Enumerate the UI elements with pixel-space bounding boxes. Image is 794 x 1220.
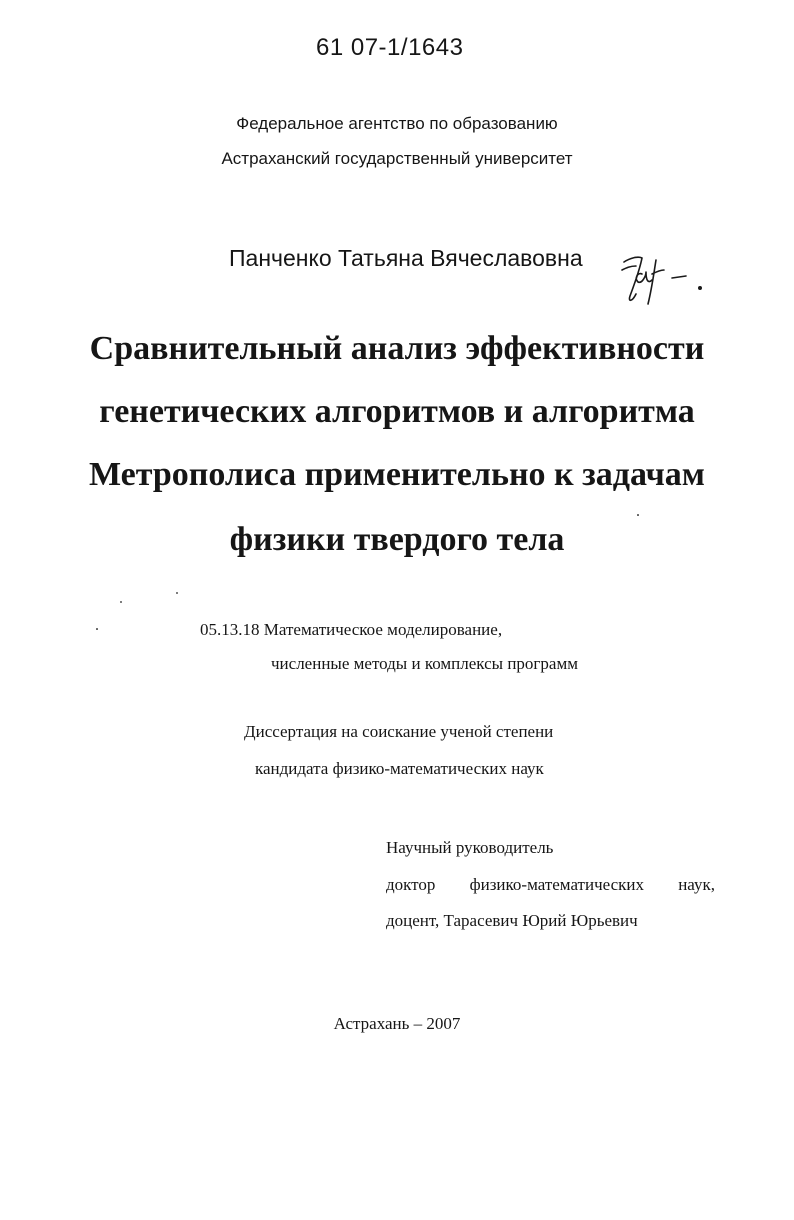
agency-name: Федеральное агентство по образованию <box>236 114 558 133</box>
advisor-name: доцент, Тарасевич Юрий Юрьевич <box>386 911 638 930</box>
degree-line-1: Диссертация на соискание ученой степени <box>244 722 554 741</box>
title-line-4: физики твердого тела <box>229 521 565 558</box>
university-name: Астраханский государственный университет <box>221 149 573 168</box>
title-line-3: Метрополиса применительно к задачам <box>89 456 705 493</box>
advisor-heading: Научный руководитель <box>386 838 554 857</box>
author-name: Панченко Татьяна Вячеславовна <box>229 245 583 271</box>
advisor-degree: доктор физико-математических наук, <box>386 875 715 894</box>
scan-speck <box>96 628 98 630</box>
scan-speck <box>637 514 639 516</box>
city-year: Астрахань – 2007 <box>333 1014 461 1033</box>
scan-speck <box>176 592 178 594</box>
catalog-number: 61 07-1/1643 <box>316 34 464 61</box>
degree-line-2: кандидата физико-математических наук <box>255 759 544 778</box>
title-line-2: генетических алгоритмов и алгоритма <box>99 393 695 430</box>
specialty-name-line: численные методы и комплексы программ <box>271 654 578 673</box>
specialty-code-line: 05.13.18 Математическое моделирование, <box>200 620 503 639</box>
scan-speck <box>120 601 122 603</box>
handwritten-signature-icon <box>616 244 716 310</box>
title-line-1: Сравнительный анализ эффективности <box>89 330 705 367</box>
